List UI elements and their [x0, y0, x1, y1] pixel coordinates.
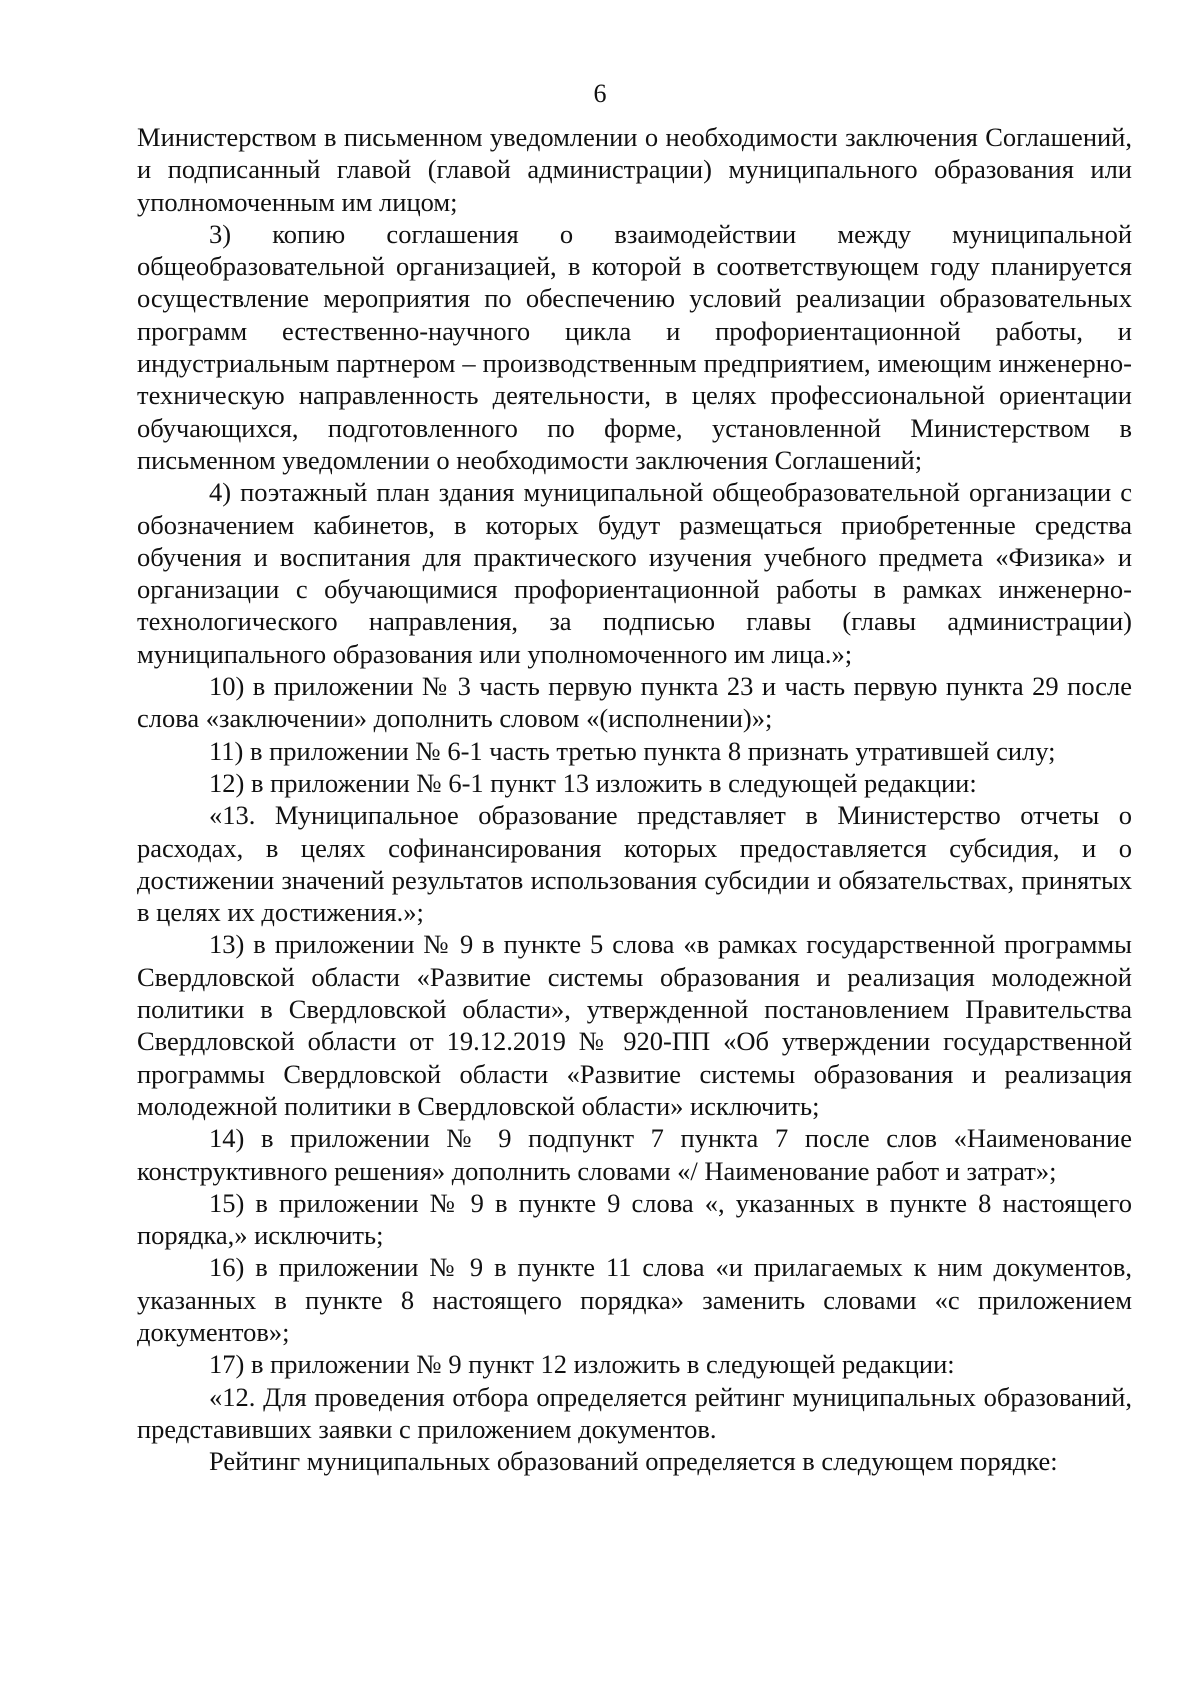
- paragraph-item-10: 10) в приложении № 3 часть первую пункта 23 и часть первую пункта 29 после слова «заключении» дополнить словом «(исполнении)»;: [137, 671, 1132, 734]
- paragraph-item-14: 14) в приложении № 9 подпункт 7 пункта 7 после слов «Наименование конструктивного решения» дополнить словами «/ Наименование работ и затрат»;: [137, 1123, 1132, 1186]
- paragraph-item-12: 12) в приложении № 6-1 пункт 13 изложить в следующей редакции:: [209, 767, 977, 798]
- paragraph-rating-order: Рейтинг муниципальных образований определяется в следующем порядке:: [209, 1446, 1058, 1477]
- paragraph-clause-12: «12. Для проведения отбора определяется рейтинг муниципальных образований, представивших заявки с приложением документов.: [137, 1381, 1132, 1444]
- document-body: [137, 121, 1132, 1477]
- paragraph-item-3: 3) копию соглашения о взаимодействии между муниципальной общеобразовательной организацией, в которой в соответствующем году планируется осуществление мероприятия по обеспечению условий реализации образовательных программ естественно-научного цикла и профориентационной работы, и индустриальным партнером – производственным предприятием, имеющим инженерно-техническую направленность деятельности, в целях профессиональной ориентации обучающихся, подготовленного по форме, установленной Министерством в письменном уведомлении о необходимости заключения Соглашений;: [137, 218, 1132, 475]
- paragraph-item-16: 16) в приложении № 9 в пункте 11 слова «и прилагаемых к ним документов, указанных в пункте 8 настоящего порядка» заменить словами «с приложением документов»;: [137, 1252, 1132, 1347]
- paragraph-ministry-continuation: Министерством в письменном уведомлении о необходимости заключения Соглашений, и подписанный главой (главой администрации) муниципального образования или уполномоченным им лицом;: [137, 122, 1132, 217]
- paragraph-item-17: 17) в приложении № 9 пункт 12 изложить в следующей редакции:: [209, 1349, 955, 1380]
- paragraph-item-11: 11) в приложении № 6-1 часть третью пункта 8 признать утратившей силу;: [209, 735, 1056, 766]
- paragraph-item-4: 4) поэтажный план здания муниципальной общеобразовательной организации с обозначением кабинетов, в которых будут размещаться приобретенные средства обучения и воспитания для практического изучения учебного предмета «Физика» и организации с обучающимися профориентационной работы в рамках инженерно-технологического направления, за подписью главы (главы администрации) муниципального образования или уполномоченного им лица.»;: [137, 477, 1132, 669]
- paragraph-item-15: 15) в приложении № 9 в пункте 9 слова «, указанных в пункте 8 настоящего порядка,» исключить;: [137, 1187, 1132, 1251]
- paragraph-item-13: 13) в приложении № 9 в пункте 5 слова «в рамках государственной программы Свердловской области «Развитие системы образования и реализация молодежной политики в Свердловской области», утвержденной постановлением Правительства Свердловской области от 19.12.2019 № 920-ПП «Об утверждении государственной программы Свердловской области «Развитие системы образования и реализация молодежной политики в Свердловской области» исключить;: [137, 929, 1132, 1121]
- paragraph-clause-13: «13. Муниципальное образование представляет в Министерство отчеты о расходах, в целях софинансирования которых предоставляется субсидия, и о достижении значений результатов использования субсидии и обязательствах, принятых в целях их достижения.»;: [137, 800, 1132, 928]
- page-number: 6: [593, 79, 607, 108]
